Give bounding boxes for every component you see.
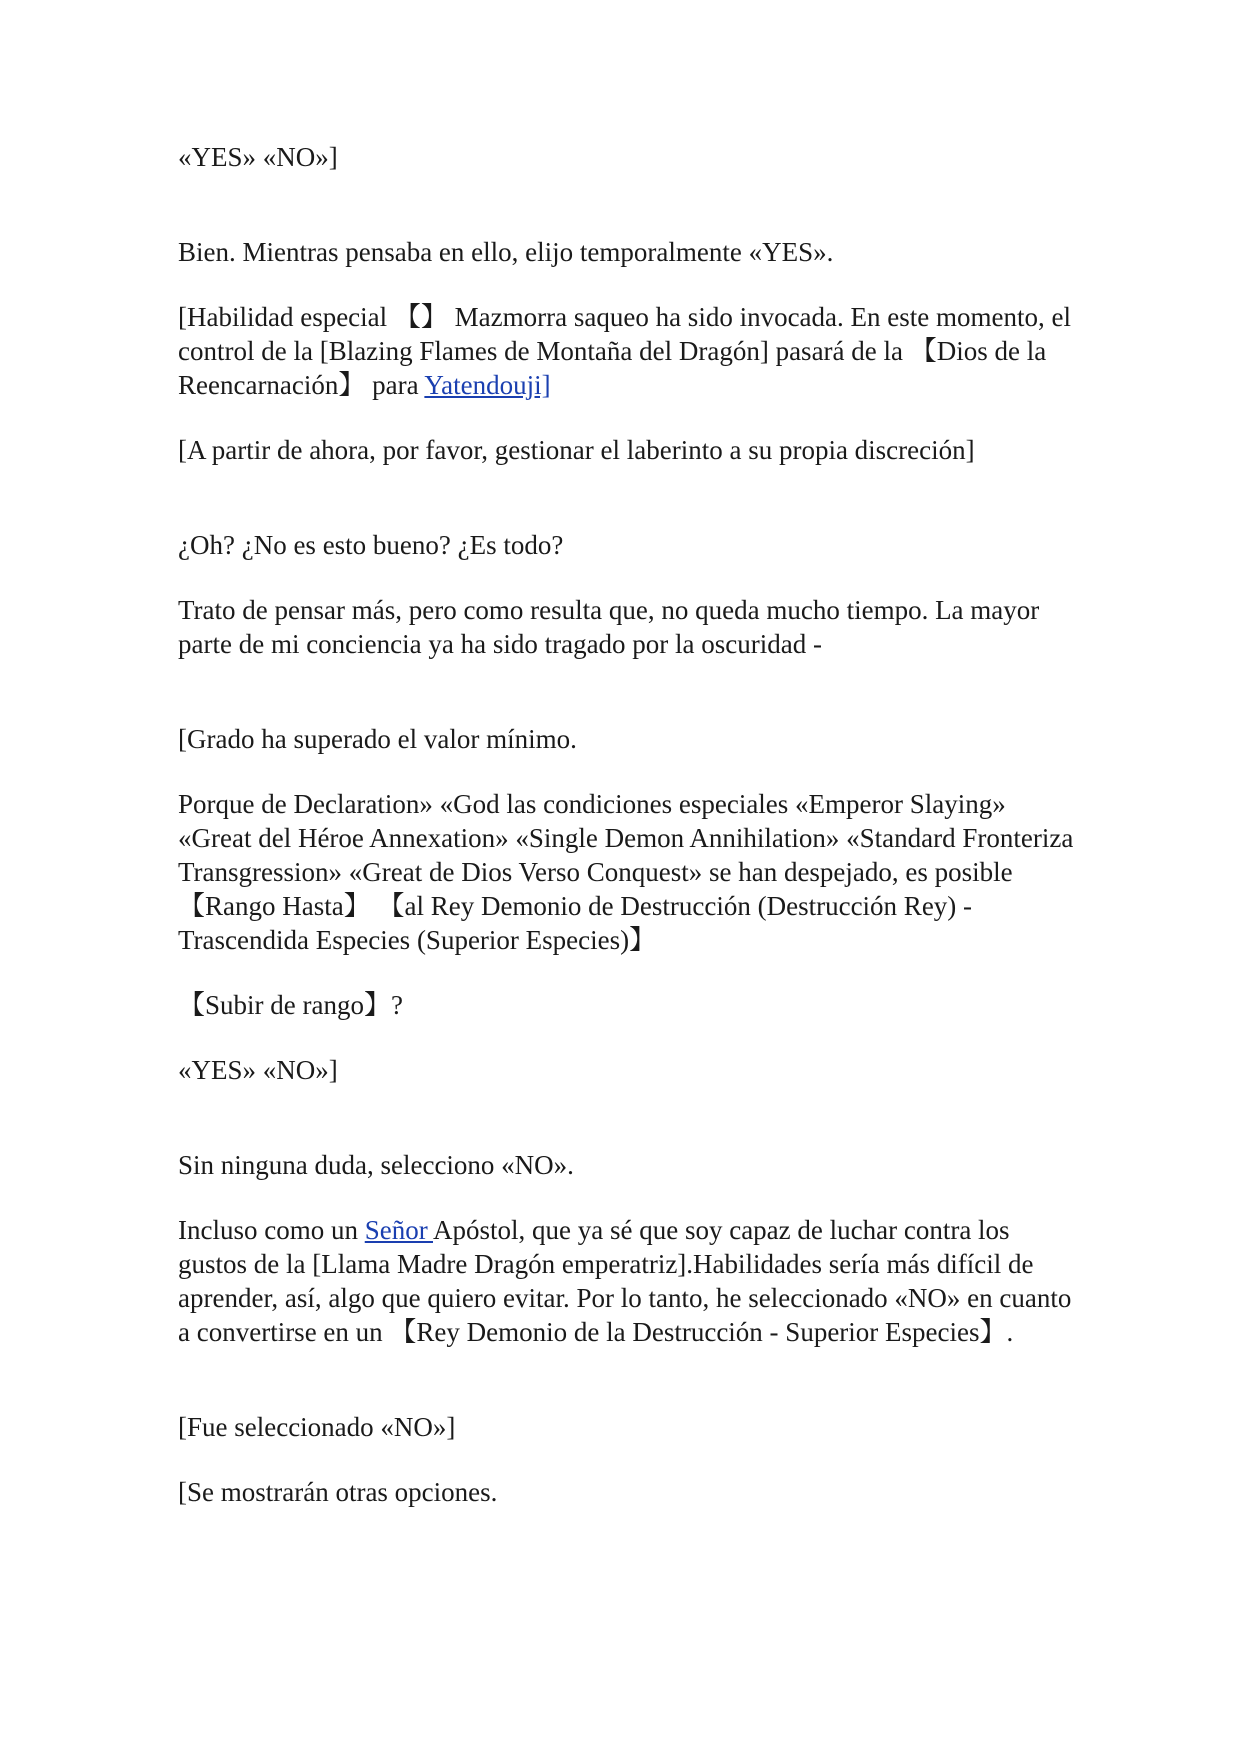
paragraph-text: [Habilidad especial 【】 Mazmorra saqueo ha sido invocada. En este momento, el control de la [Blazing Flames de Montaña del Dragón] pasará de la 【Dios de la Reencarnación】 para <box>178 302 1071 400</box>
paragraph: Sin ninguna duda, selecciono «NO». <box>178 1150 574 1180</box>
paragraph: 【Subir de rango】? <box>178 990 403 1020</box>
paragraph-text: Apóstol, que ya sé que soy capaz de luchar contra los gustos de la [Llama Madre Dragón emperatriz].Habilidades sería más difícil de aprender, así, algo que quiero evitar. Por lo tanto, he seleccionado «NO» en cuanto a convertirse en un 【Rey Demonio de la Destrucción - Superior Especies】. <box>178 1215 1072 1347</box>
paragraph: Bien. Mientras pensaba en ello, elijo temporalmente «YES». <box>178 237 834 267</box>
paragraph: ¿Oh? ¿No es esto bueno? ¿Es todo? <box>178 530 564 560</box>
senor-link[interactable]: Señor <box>364 1215 433 1245</box>
paragraph: Trato de pensar más, pero como resulta que, no queda mucho tiempo. La mayor parte de mi conciencia ya ha sido tragado por la oscuridad - <box>178 595 1040 659</box>
paragraph-yes-no-prompt: «YES» «NO»] <box>178 1055 338 1085</box>
paragraph: Porque de Declaration» «God las condiciones especiales «Emperor Slaying» «Great del Héroe Annexation» «Single Demon Annihilation» «Standard Fronteriza Transgression» «Great de Dios Verso Conquest» se han despejado, es posible 【Rango Hasta】 【al Rey Demonio de Destrucción (Destrucción Rey) - Trascendida Especies (Superior Especies)】 <box>178 789 1074 955</box>
paragraph: [Se mostrarán otras opciones. <box>178 1477 498 1507</box>
paragraph-with-link <box>178 1213 1078 1349</box>
document-body <box>178 140 1078 1509</box>
paragraph-yes-no-prompt: «YES» «NO»] <box>178 142 338 172</box>
paragraph-text: Incluso como un <box>178 1215 365 1245</box>
yatendouji-link[interactable]: Yatendouji] <box>424 370 551 400</box>
paragraph: [Fue seleccionado «NO»] <box>178 1412 456 1442</box>
paragraph: [Grado ha superado el valor mínimo. <box>178 724 577 754</box>
paragraph: [A partir de ahora, por favor, gestionar el laberinto a su propia discreción] <box>178 435 975 465</box>
paragraph-with-link <box>178 300 1078 402</box>
